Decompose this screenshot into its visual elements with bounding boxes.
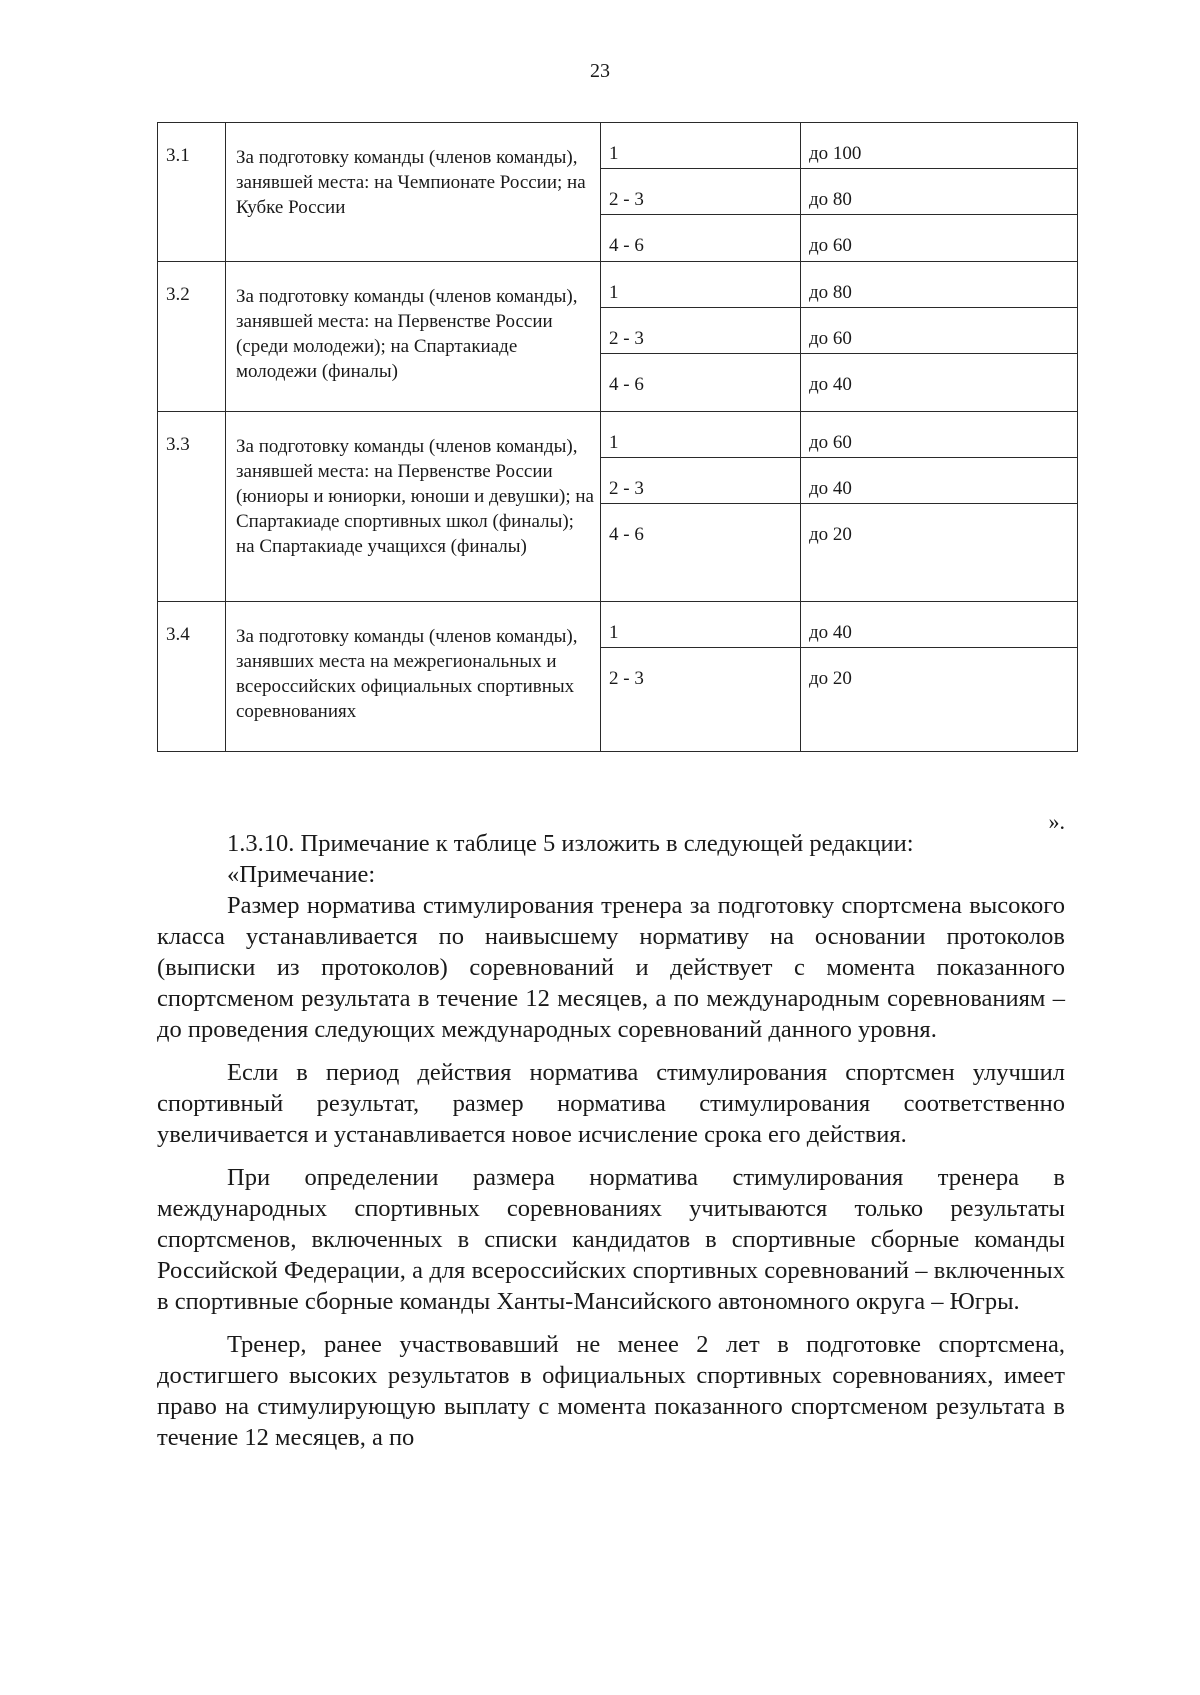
norm-value: до 80 [801, 169, 1077, 215]
norm-value: до 80 [801, 262, 1077, 308]
section-heading: 1.3.10. Примечание к таблице 5 изложить в следующей редакции: [227, 830, 914, 857]
place-value: 1 [601, 602, 800, 648]
values-cell [801, 123, 1078, 262]
page-number: 23 [590, 60, 610, 82]
row-number: 3.4 [158, 602, 226, 752]
row-number: 3.2 [158, 262, 226, 412]
place-value: 2 - 3 [601, 308, 800, 354]
row-description: За подготовку команды (членов команды), занявшей места: на Первенстве России (среди молодежи); на Спартакиаде молодежи (финалы) [226, 262, 601, 412]
values-cell [801, 602, 1078, 752]
place-value: 1 [601, 262, 800, 308]
norm-value: до 40 [809, 374, 852, 395]
paragraph: Если в период действия норматива стимулирования спортсмен улучшил спортивный результат, размер норматива стимулирования соответственно увеличивается и устанавливается новое исчисление срока его действия. [157, 1059, 1065, 1148]
norm-value: до 60 [801, 412, 1077, 458]
place-value: 1 [601, 412, 800, 458]
paragraph: При определении размера норматива стимулирования тренера в международных спортивных соревнованиях учитываются только результаты спортсменов, включенных в списки кандидатов в спортивные сборные команды Российской Федерации, а для всероссийских спортивных соревнований – включенных в спортивные сборные команды Ханты-Мансийского автономного округа – Югры. [157, 1164, 1065, 1315]
place-value: 2 - 3 [601, 458, 800, 504]
paragraph: Размер норматива стимулирования тренера за подготовку спортсмена высокого класса устанавливается по наивысшему нормативу на основании протоколов (выписки из протоколов) соревнований и действует с момента показанного спортсменом результата в течение 12 месяцев, а по международным соревнованиям – до проведения следующих международных соревнований данного уровня. [157, 892, 1065, 1043]
places-cell [601, 123, 801, 262]
places-cell [601, 602, 801, 752]
row-description: За подготовку команды (членов команды), занявшей места: на Чемпионате России; на Кубке России [226, 123, 601, 262]
norm-value: до 20 [809, 524, 852, 545]
place-value: 1 [601, 123, 800, 169]
place-value: 4 - 6 [609, 235, 644, 256]
norm-value: до 100 [801, 123, 1077, 169]
places-cell [601, 262, 801, 412]
values-cell [801, 262, 1078, 412]
table-row [158, 602, 1078, 752]
norm-value: до 20 [809, 668, 852, 689]
values-cell [801, 412, 1078, 602]
document-text [157, 809, 1065, 1453]
place-value: 2 - 3 [609, 668, 644, 689]
place-value: 2 - 3 [601, 169, 800, 215]
norms-table [157, 122, 1078, 752]
norm-value: до 40 [801, 458, 1077, 504]
table-row [158, 262, 1078, 412]
row-description: За подготовку команды (членов команды), занявшей места: на Первенстве России (юниоры и юниорки, юноши и девушки); на Спартакиаде спортивных школ (финалы); на Спартакиаде учащихся (финалы) [226, 412, 601, 602]
row-number: 3.1 [158, 123, 226, 262]
table-row [158, 123, 1078, 262]
place-value: 4 - 6 [609, 524, 644, 545]
places-cell [601, 412, 801, 602]
note-heading: «Примечание: [227, 861, 376, 888]
norm-value: до 40 [801, 602, 1077, 648]
closing-quote: ». [1048, 809, 1065, 834]
norm-value: до 60 [809, 235, 852, 256]
place-value: 4 - 6 [609, 374, 644, 395]
table-row [158, 412, 1078, 602]
norm-value: до 60 [801, 308, 1077, 354]
row-description: За подготовку команды (членов команды), занявших места на межрегиональных и всероссийских официальных спортивных соревнованиях [226, 602, 601, 752]
paragraph: Тренер, ранее участвовавший не менее 2 лет в подготовке спортсмена, достигшего высоких результатов в официальных спортивных соревнованиях, имеет право на стимулирующую выплату с момента показанного спортсменом результата в течение 12 месяцев, а по [157, 1331, 1065, 1451]
row-number: 3.3 [158, 412, 226, 602]
table-body [158, 123, 1078, 752]
